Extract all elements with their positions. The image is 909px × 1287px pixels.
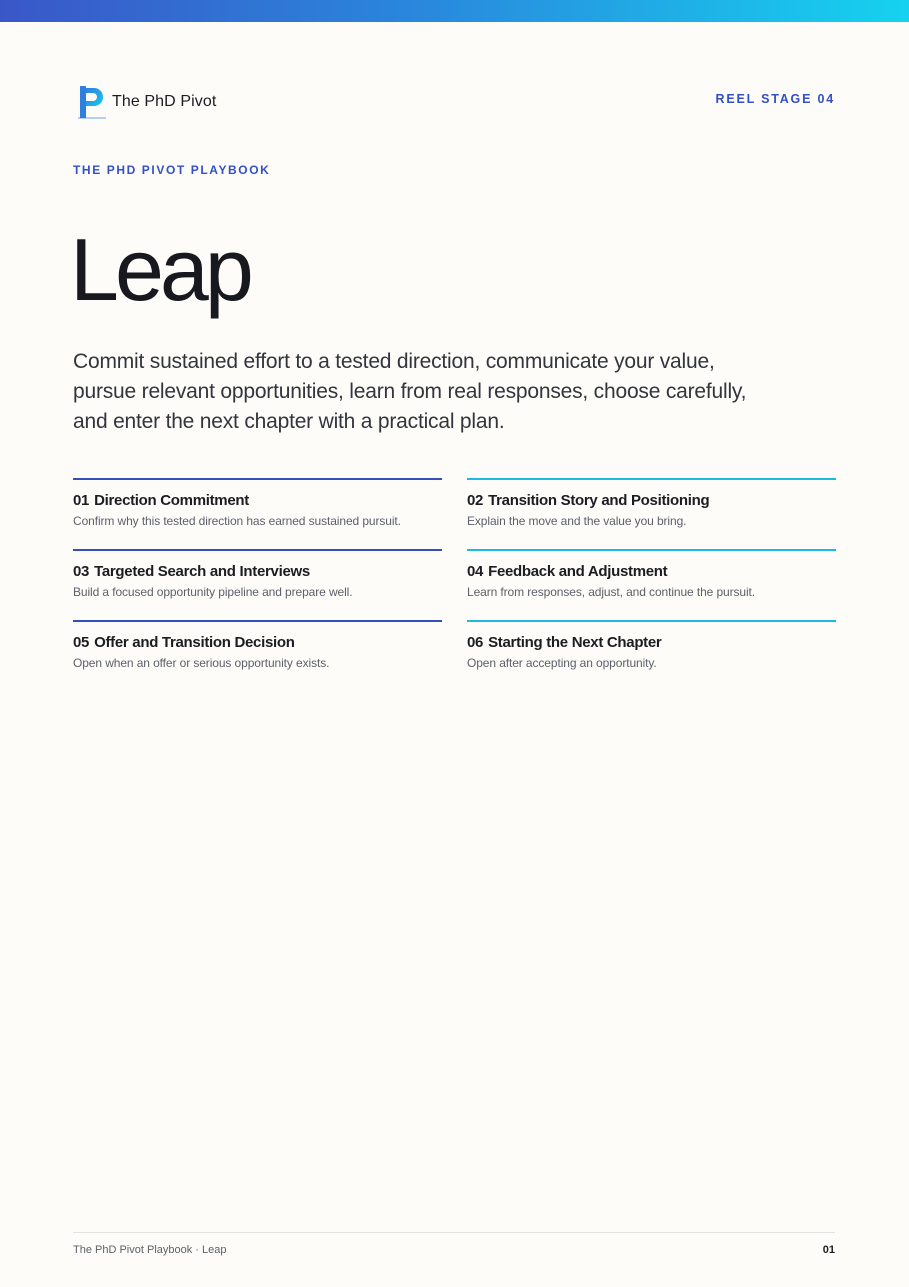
- section-description: Learn from responses, adjust, and continue the pursuit.: [467, 585, 756, 599]
- section-number: 02: [467, 492, 484, 509]
- section-title: [73, 492, 442, 509]
- section-grid: [73, 478, 835, 691]
- section-number: 06: [467, 634, 484, 651]
- stage-label: REEL STAGE 04: [715, 92, 835, 106]
- section-title: [73, 563, 442, 580]
- section-title-text: Offer and Transition Decision: [94, 634, 295, 651]
- section-card-02[interactable]: [467, 478, 836, 549]
- section-title: [467, 634, 836, 651]
- footer-text: The PhD Pivot Playbook · Leap: [73, 1244, 227, 1256]
- section-title-text: Targeted Search and Interviews: [94, 563, 310, 580]
- section-title: [73, 634, 442, 651]
- section-title-text: Starting the Next Chapter: [488, 634, 662, 651]
- section-title-text: Transition Story and Positioning: [488, 492, 710, 509]
- section-title-text: Feedback and Adjustment: [488, 563, 668, 580]
- playbook-kicker: THE PHD PIVOT PLAYBOOK: [73, 163, 271, 177]
- brand-name: The PhD Pivot: [112, 93, 217, 110]
- section-title: [467, 563, 836, 580]
- brand-logo: [78, 84, 216, 120]
- lead-paragraph: Commit sustained effort to a tested direction, communicate your value, pursue relevant opportunities, learn from real responses, choose carefully, and enter the next chapter with a practical plan.: [73, 350, 747, 433]
- section-description: Build a focused opportunity pipeline and prepare well.: [73, 585, 353, 599]
- section-card-06[interactable]: [467, 620, 836, 691]
- footer-divider: [73, 1232, 835, 1233]
- section-number: 05: [73, 634, 90, 651]
- section-title-text: Direction Commitment: [94, 492, 249, 509]
- section-description: Open when an offer or serious opportunity exists.: [73, 656, 330, 670]
- section-description: Explain the move and the value you bring.: [467, 514, 687, 528]
- section-number: 03: [73, 563, 90, 580]
- section-number: 04: [467, 563, 484, 580]
- p-logo-icon: [78, 84, 108, 120]
- section-card-04[interactable]: [467, 549, 836, 620]
- section-card-03[interactable]: [73, 549, 442, 620]
- section-card-01[interactable]: [73, 478, 442, 549]
- section-title: [467, 492, 836, 509]
- page-title: Leap: [70, 220, 250, 319]
- section-number: 01: [73, 492, 90, 509]
- page-number: 01: [822, 1244, 835, 1256]
- top-gradient-bar: [0, 0, 909, 22]
- section-card-05[interactable]: [73, 620, 442, 691]
- section-description: Confirm why this tested direction has earned sustained pursuit.: [73, 514, 401, 528]
- section-description: Open after accepting an opportunity.: [467, 656, 657, 670]
